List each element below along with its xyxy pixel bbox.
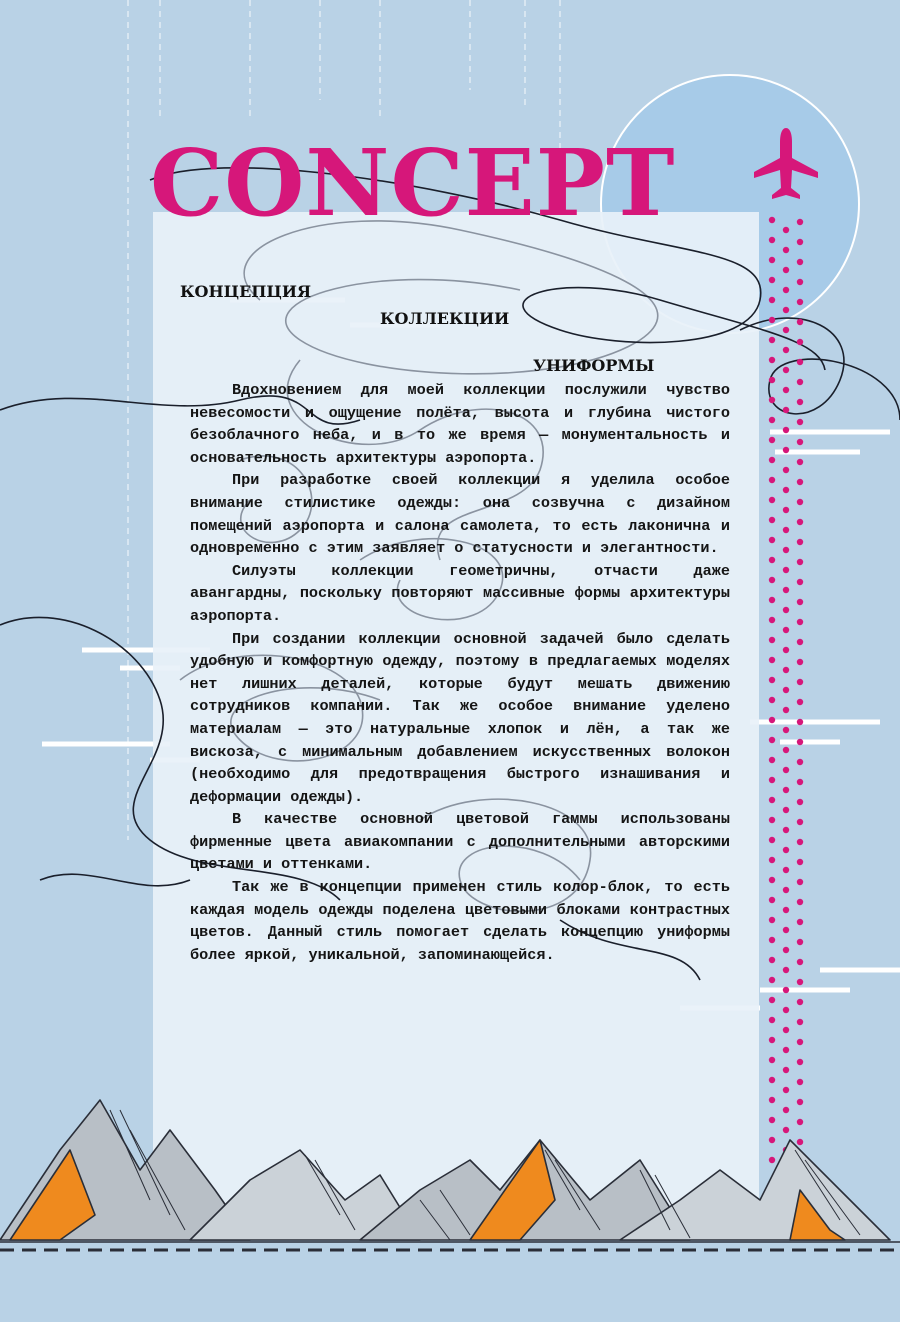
paragraph-5: В качестве основной цветовой гаммы использованы фирменные цвета авиакомпании с дополнительными авторскими цветами и оттенками. — [190, 810, 730, 874]
paragraph-3: Силуэты коллекции геометричны, отчасти даже авангардны, поскольку повторяют массивные формы архитектуры аэропорта. — [190, 561, 730, 625]
paragraph-6: Так же в концепции применен стиль колор-блок, то есть каждая модель одежды поделена цветовыми блоками контрастных цветов. Данный стиль помогает сделать концепцию униформы более яркой, уникальной, запоминающейся. — [190, 878, 730, 964]
subtitle-word-2: КОЛЛЕКЦИИ — [380, 309, 510, 328]
paragraph-1: Вдохновением для моей коллекции послужили чувство невесомости и ощущение полёта, высота и глубина чистого безоблачного неба, и в то же время — монументальность и основательность архитектуры аэропорта. — [190, 381, 730, 467]
subtitle-word-3: УНИФОРМЫ — [533, 356, 655, 375]
page-title: CONCEPT — [150, 129, 676, 237]
paragraph-2: При разработке своей коллекции я уделила особое внимание стилистике одежды: она созвучна с дизайном помещений аэропорта и салона самолета, то есть лаконична и одновременно с этим заявляет о статусности и элегантности. — [190, 471, 730, 558]
mountains-illustration — [0, 1090, 900, 1322]
subtitle-word-1: КОНЦЕПЦИЯ — [180, 282, 312, 301]
paragraph-4: При создании коллекции основной задачей было сделать удобную и комфортную одежду, поэтому в предлагаемых моделях нет лишних деталей, которые будут мешать движению сотрудников компании. Так же особое внимание уделено материалам — это натуральные хлопок и лён, а так же вискоза, с минимальным добавлением искусственных волокон (необходимо для предотвращения быстрого изнашивания и деформации одежды). — [190, 629, 730, 806]
airplane-icon — [754, 128, 818, 199]
body-text — [190, 379, 730, 966]
